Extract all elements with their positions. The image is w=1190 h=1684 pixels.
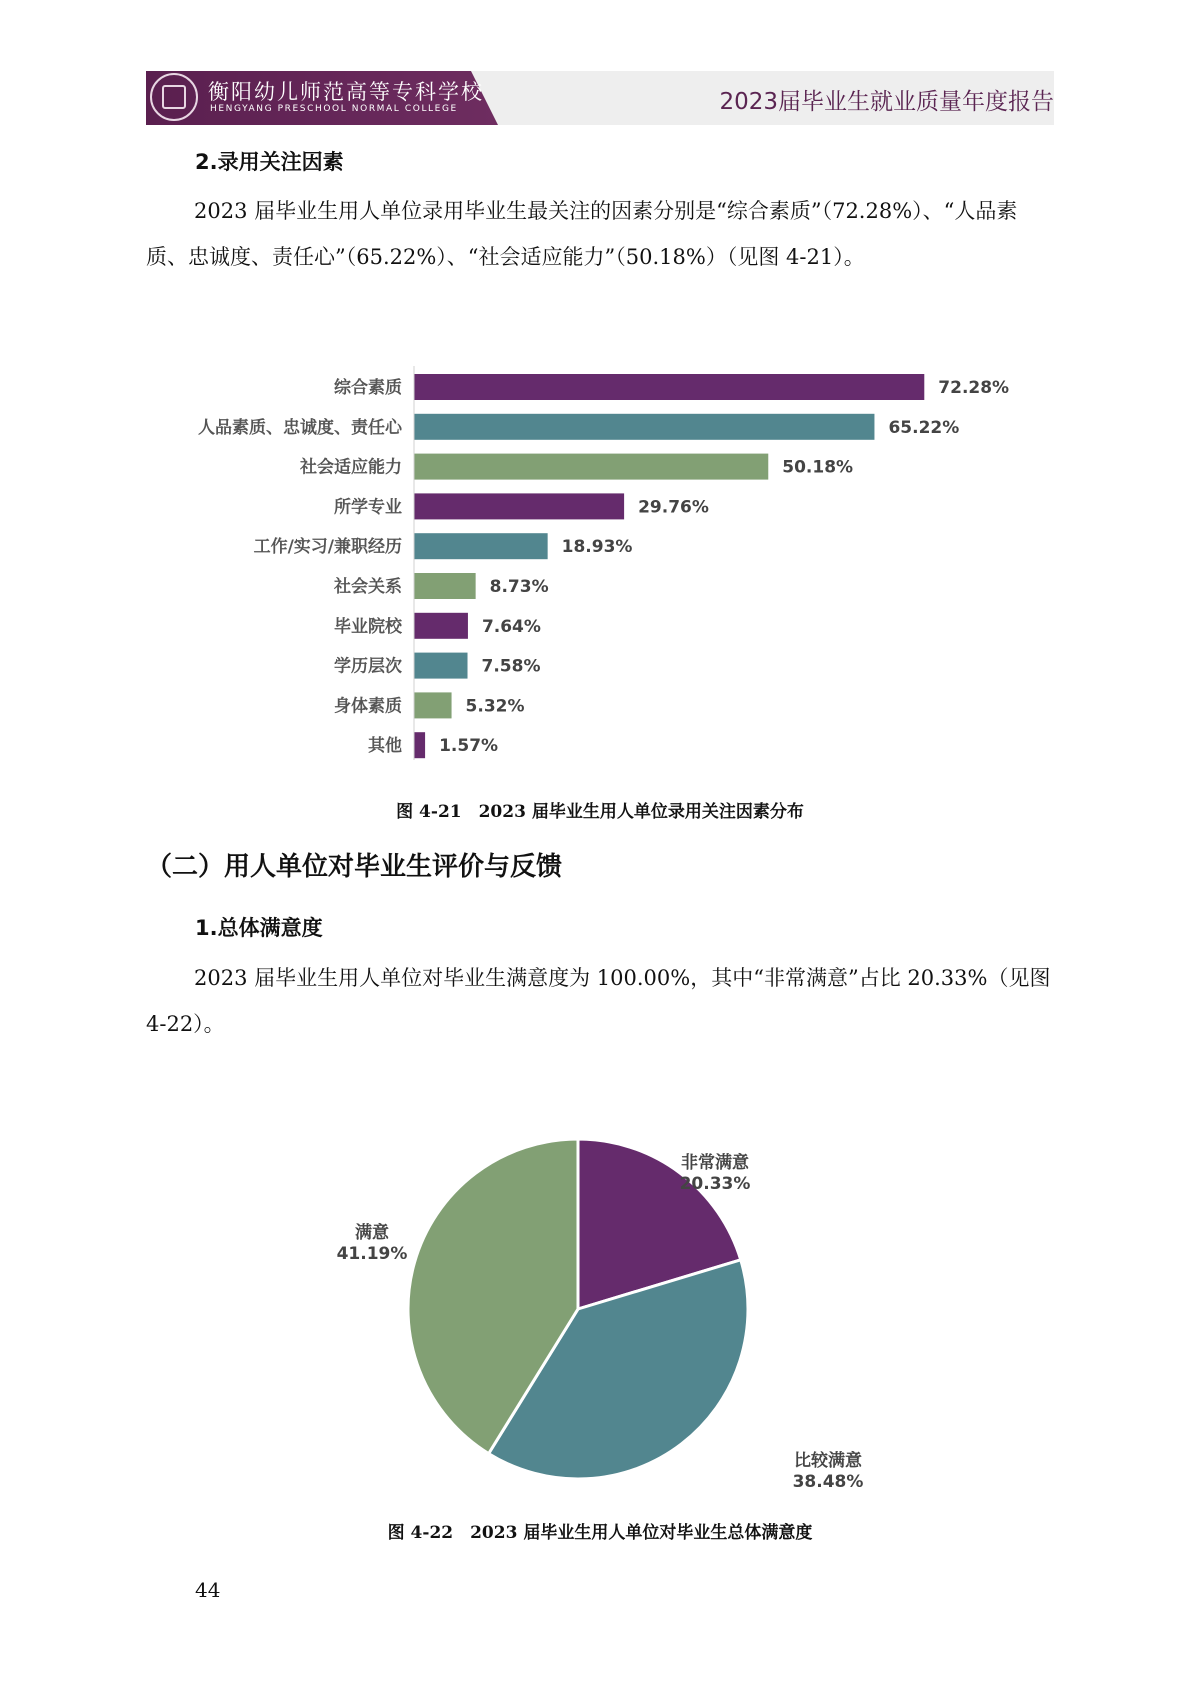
bar [414,454,768,480]
section-heading-factors: 2.录用关注因素 [195,150,344,174]
bar [414,573,476,599]
bar-category-label: 所学专业 [334,497,402,518]
bar-value-label: 65.22% [888,417,960,438]
bar-chart-factors [146,360,1054,760]
figure-caption-4-22: 图 4-22 2023 届毕业生用人单位对毕业生总体满意度 [387,1523,813,1543]
bar-value-label: 7.64% [481,616,541,637]
bar [414,732,425,758]
bar-category-label: 社会关系 [334,577,402,597]
bar-value-label: 72.28% [938,378,1010,398]
school-name-cn: 衡阳幼儿师范高等专科学校 [208,80,484,104]
pie-chart-satisfaction [300,1140,900,1520]
bar [414,414,874,440]
bar-category-label: 学历层次 [334,656,402,677]
bar [414,613,468,639]
bar-value-label: 29.76% [638,497,709,518]
pie-slice-label: 比较满意 [794,1451,862,1471]
satisfaction-paragraph: 2023 届毕业生用人单位对毕业生满意度为 100.00%，其中“非常满意”占比 20.33%（见图 4-22）。 [146,966,1051,1036]
school-name-en: HENGYANG PRESCHOOL NORMAL COLLEGE [210,104,458,114]
report-title: 2023届毕业生就业质量年度报告 [719,89,1054,115]
bar-value-label: 7.58% [481,656,541,677]
bar-category-label: 身体素质 [334,696,402,717]
page-number: 44 [195,1578,221,1602]
bar [414,653,468,679]
bar-category-label: 人品素质、忠诚度、责任心 [198,417,402,438]
bar-value-label: 50.18% [782,457,854,478]
figure-caption-4-21: 图 4-21 2023 届毕业生用人单位录用关注因素分布 [396,802,804,822]
bar-category-label: 综合素质 [334,378,402,398]
bar-category-label: 工作/实习/兼职经历 [253,537,402,558]
school-logo-icon [150,73,198,121]
bar-category-label: 其他 [368,736,402,757]
pie-slice-label: 非常满意 [681,1153,749,1173]
bar-value-label: 1.57% [439,736,499,757]
bar [414,374,924,400]
section-heading-satisfaction: 1.总体满意度 [195,916,323,940]
pie-value-label: 41.19% [336,1244,408,1264]
factors-paragraph: 2023 届毕业生用人单位录用毕业生最关注的因素分别是“综合素质”（72.28%）、“人品素质、忠诚度、责任心”（65.22%）、“社会适应能力”（50.18%）（见图 4-21）。 [146,199,1018,269]
bar-category-label: 社会适应能力 [300,457,402,478]
bar-value-label: 18.93% [561,537,633,558]
section-heading-evaluation: （二）用人单位对毕业生评价与反馈 [146,852,563,882]
pie-value-label: 38.48% [792,1472,864,1492]
bar-value-label: 8.73% [489,577,549,597]
bar-category-label: 毕业院校 [334,616,402,637]
bar [414,692,452,718]
bar-value-label: 5.32% [465,696,525,717]
pie-value-label: 20.33% [679,1174,751,1194]
pie-slice-label: 满意 [355,1223,389,1243]
bar [414,533,548,559]
bar [414,493,624,519]
